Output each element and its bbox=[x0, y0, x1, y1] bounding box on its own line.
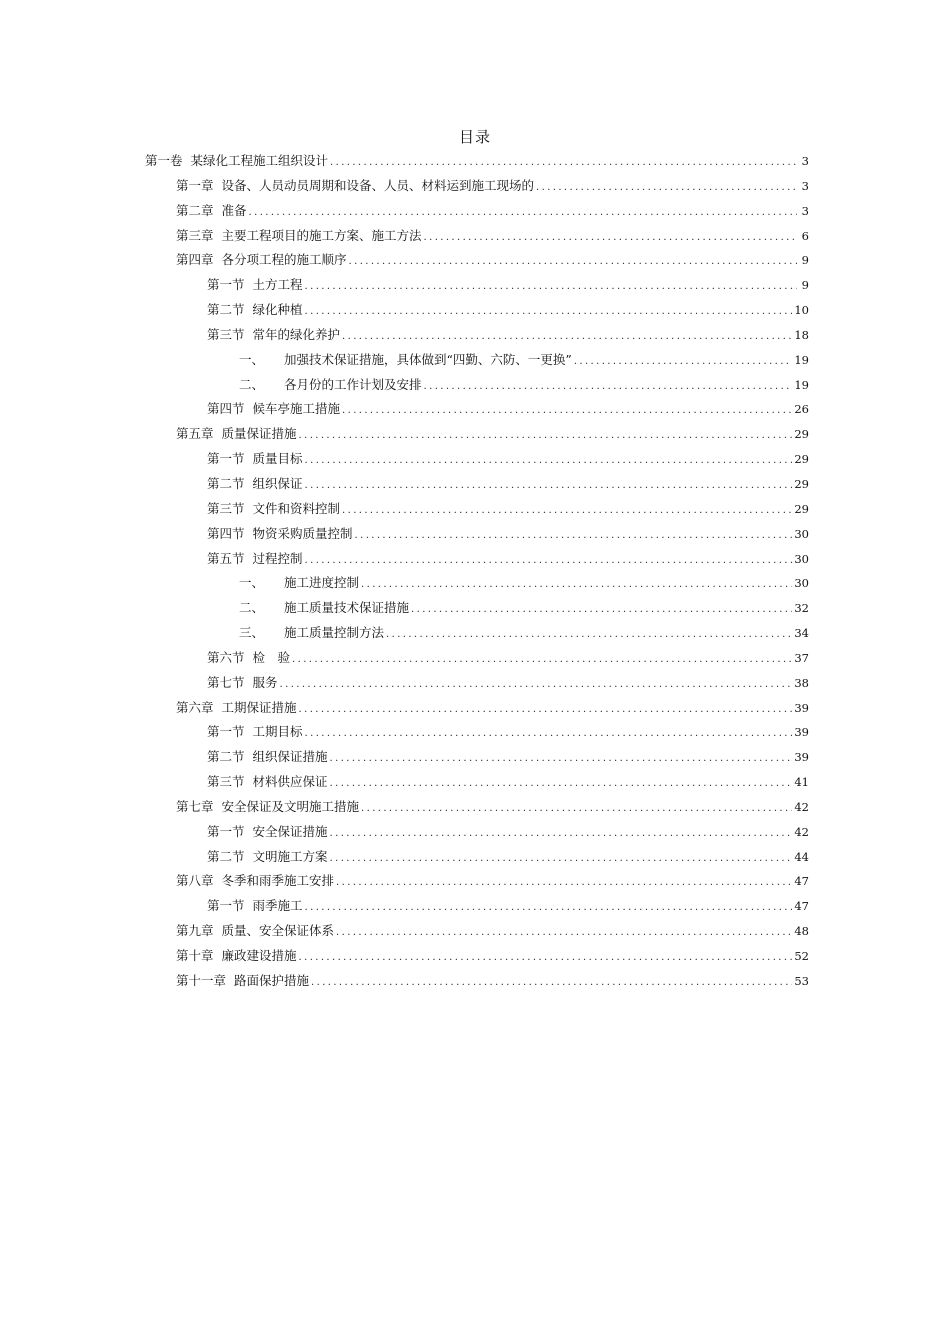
toc-entry-page-number: 29 bbox=[794, 476, 809, 491]
toc-entry-page-number: 32 bbox=[794, 601, 809, 616]
toc-entry[interactable] bbox=[145, 946, 809, 971]
toc-entry[interactable] bbox=[145, 921, 809, 946]
toc-dot-leader bbox=[330, 774, 793, 794]
toc-entry-number: 第二章 bbox=[176, 202, 214, 218]
toc-entry-text: 物资采购质量控制 bbox=[252, 525, 353, 541]
toc-entry-text: 质量保证措施 bbox=[221, 426, 297, 442]
toc-entry[interactable] bbox=[145, 797, 809, 822]
toc-entry-page-number: 29 bbox=[794, 501, 809, 516]
toc-entry-page-number: 52 bbox=[794, 949, 809, 963]
toc-entry[interactable] bbox=[145, 449, 809, 474]
toc-entry[interactable] bbox=[145, 623, 809, 648]
toc-dot-leader bbox=[330, 824, 793, 844]
toc-entry-number: 第八章 bbox=[176, 873, 214, 889]
toc-entry-text: 绿化种植 bbox=[252, 302, 303, 318]
toc-entry[interactable] bbox=[145, 499, 809, 524]
toc-dot-leader bbox=[536, 178, 797, 198]
toc-entry[interactable] bbox=[145, 176, 809, 201]
toc-entry-text: 设备、人员动员周期和设备、人员、材料运到施工现场的 bbox=[221, 177, 535, 193]
toc-entry-page-number: 39 bbox=[794, 750, 809, 765]
toc-entry-number: 第一节 bbox=[207, 451, 245, 467]
toc-entry-text: 安全保证措施 bbox=[252, 823, 328, 839]
toc-entry[interactable] bbox=[145, 201, 809, 226]
toc-entry-page-number: 39 bbox=[794, 700, 809, 715]
toc-entry-page-number: 3 bbox=[801, 154, 809, 168]
toc-dot-leader bbox=[574, 352, 793, 372]
toc-entry[interactable] bbox=[145, 573, 809, 598]
toc-dot-leader bbox=[311, 973, 792, 993]
toc-entry[interactable] bbox=[145, 424, 809, 449]
toc-dot-leader bbox=[330, 749, 793, 769]
toc-entry-number: 第六节 bbox=[207, 649, 245, 665]
toc-entry-text: 施工质量技术保证措施 bbox=[284, 600, 410, 616]
toc-entry-text: 组织保证措施 bbox=[252, 749, 328, 765]
toc-entry-number: 第二节 bbox=[207, 302, 245, 318]
toc-entry-number: 第二节 bbox=[207, 475, 245, 491]
toc-entry-page-number: 30 bbox=[794, 526, 809, 541]
toc-entry-number: 第二节 bbox=[207, 749, 245, 765]
toc-dot-leader bbox=[305, 277, 797, 297]
toc-entry-page-number: 9 bbox=[801, 253, 809, 268]
toc-entry-text: 安全保证及文明施工措施 bbox=[221, 798, 360, 814]
toc-dot-leader bbox=[342, 401, 792, 421]
toc-entry-page-number: 30 bbox=[794, 551, 809, 566]
toc-entry-number: 第十一章 bbox=[176, 972, 227, 988]
toc-entry[interactable] bbox=[145, 971, 809, 996]
toc-entry-number: 第三节 bbox=[207, 326, 245, 342]
toc-dot-leader bbox=[330, 849, 793, 869]
toc-entry[interactable] bbox=[145, 524, 809, 549]
toc-entry-page-number: 29 bbox=[794, 427, 809, 442]
toc-dot-leader bbox=[336, 923, 792, 943]
toc-dot-leader bbox=[424, 377, 793, 397]
toc-entry-number: 一、 bbox=[239, 575, 265, 591]
toc-entry[interactable] bbox=[145, 698, 809, 723]
toc-entry-text: 雨季施工 bbox=[252, 898, 303, 914]
toc-entry-text: 候车亭施工措施 bbox=[252, 401, 341, 417]
toc-dot-leader bbox=[305, 551, 793, 571]
toc-entry-number: 第七节 bbox=[207, 674, 245, 690]
toc-dot-leader bbox=[299, 700, 793, 720]
toc-entry-number: 第一节 bbox=[207, 724, 245, 740]
toc-entry-number: 第一节 bbox=[207, 898, 245, 914]
toc-entry[interactable] bbox=[145, 598, 809, 623]
toc-entry[interactable] bbox=[145, 822, 809, 847]
toc-entry-number: 第四章 bbox=[176, 252, 214, 268]
toc-entry-text: 质量目标 bbox=[252, 451, 303, 467]
toc-entry-number: 第一节 bbox=[207, 823, 245, 839]
toc-list bbox=[145, 151, 809, 996]
toc-entry-text: 服务 bbox=[252, 674, 278, 690]
toc-dot-leader bbox=[361, 799, 792, 819]
toc-entry-number: 第三节 bbox=[207, 774, 245, 790]
toc-entry-page-number: 19 bbox=[794, 352, 809, 367]
toc-entry-page-number: 38 bbox=[794, 675, 809, 690]
toc-entry-page-number: 42 bbox=[794, 824, 809, 839]
toc-entry-text: 组织保证 bbox=[252, 475, 303, 491]
toc-entry-page-number: 30 bbox=[794, 576, 809, 591]
toc-entry-text: 各月份的工作计划及安排 bbox=[284, 376, 422, 392]
toc-entry-text: 质量、安全保证体系 bbox=[221, 923, 335, 939]
toc-dot-leader bbox=[299, 948, 793, 968]
toc-entry-text: 检 验 bbox=[252, 649, 291, 665]
toc-entry-number: 二、 bbox=[239, 376, 265, 392]
toc-entry-text: 施工进度控制 bbox=[284, 575, 360, 591]
toc-entry-number: 第九章 bbox=[176, 923, 214, 939]
toc-entry-page-number: 29 bbox=[794, 452, 809, 467]
toc-entry-page-number: 26 bbox=[794, 402, 809, 417]
toc-entry[interactable] bbox=[145, 250, 809, 275]
toc-dot-leader bbox=[342, 501, 792, 521]
toc-entry-page-number: 9 bbox=[801, 278, 809, 293]
toc-entry-text: 工期保证措施 bbox=[221, 699, 297, 715]
toc-entry-text: 文明施工方案 bbox=[252, 848, 328, 864]
toc-entry[interactable] bbox=[145, 549, 809, 574]
toc-entry-text: 工期目标 bbox=[252, 724, 303, 740]
toc-entry-page-number: 18 bbox=[794, 327, 809, 342]
toc-entry[interactable] bbox=[145, 474, 809, 499]
toc-entry-page-number: 10 bbox=[794, 303, 809, 318]
toc-entry[interactable] bbox=[145, 275, 809, 300]
toc-entry-number: 第七章 bbox=[176, 798, 214, 814]
toc-entry-text: 过程控制 bbox=[252, 550, 303, 566]
toc-entry-page-number: 3 bbox=[801, 203, 809, 218]
toc-entry-page-number: 42 bbox=[794, 799, 809, 814]
toc-dot-leader bbox=[305, 724, 793, 744]
toc-entry-text: 准备 bbox=[221, 202, 247, 218]
toc-dot-leader bbox=[411, 600, 792, 620]
toc-entry-text: 常年的绿化养护 bbox=[252, 326, 341, 342]
toc-entry[interactable] bbox=[145, 300, 809, 325]
toc-entry-number: 第一卷 bbox=[145, 153, 183, 168]
toc-entry[interactable] bbox=[145, 399, 809, 424]
toc-entry[interactable] bbox=[145, 325, 809, 350]
toc-entry-number: 第一节 bbox=[207, 277, 245, 293]
toc-entry-text: 加强技术保证措施，具体做到“四勤、六防、一更换” bbox=[284, 351, 572, 367]
toc-entry-number: 第六章 bbox=[176, 699, 214, 715]
toc-dot-leader bbox=[355, 526, 793, 546]
toc-entry[interactable] bbox=[145, 673, 809, 698]
toc-entry-text: 各分项工程的施工顺序 bbox=[221, 252, 347, 268]
toc-entry-number: 第四节 bbox=[207, 401, 245, 417]
toc-entry-page-number: 6 bbox=[801, 228, 809, 243]
toc-entry-number: 二、 bbox=[239, 600, 265, 616]
toc-entry-text: 施工质量控制方法 bbox=[284, 625, 385, 641]
toc-entry-number: 第二节 bbox=[207, 848, 245, 864]
toc-entry-page-number: 19 bbox=[794, 377, 809, 392]
toc-entry-page-number: 41 bbox=[794, 775, 809, 790]
toc-entry[interactable] bbox=[145, 350, 809, 375]
toc-entry-number: 一、 bbox=[239, 351, 265, 367]
toc-entry-text: 土方工程 bbox=[252, 277, 303, 293]
toc-dot-leader bbox=[305, 476, 793, 496]
toc-entry-text: 材料供应保证 bbox=[252, 774, 328, 790]
toc-entry[interactable] bbox=[145, 772, 809, 797]
toc-entry-page-number: 3 bbox=[801, 178, 809, 193]
toc-entry-page-number: 48 bbox=[794, 924, 809, 939]
toc-entry-text: 路面保护措施 bbox=[234, 972, 310, 988]
toc-entry-text: 廉政建设措施 bbox=[221, 948, 297, 963]
toc-entry[interactable] bbox=[145, 871, 809, 896]
toc-dot-leader bbox=[336, 873, 792, 893]
toc-entry[interactable] bbox=[145, 375, 809, 400]
toc-dot-leader bbox=[305, 898, 793, 918]
toc-entry-text: 某绿化工程施工组织设计 bbox=[190, 153, 329, 168]
toc-entry-text: 主要工程项目的施工方案、施工方法 bbox=[221, 227, 422, 243]
toc-entry-page-number: 37 bbox=[794, 650, 809, 665]
toc-entry-number: 第五节 bbox=[207, 550, 245, 566]
toc-entry-page-number: 53 bbox=[794, 973, 809, 988]
toc-entry-text: 文件和资料控制 bbox=[252, 500, 341, 516]
toc-entry-page-number: 39 bbox=[794, 725, 809, 740]
toc-entry[interactable] bbox=[145, 722, 809, 747]
toc-dot-leader bbox=[349, 252, 797, 272]
toc-dot-leader bbox=[305, 451, 793, 471]
toc-dot-leader bbox=[330, 153, 797, 173]
toc-entry[interactable] bbox=[145, 747, 809, 772]
toc-title: 目录 bbox=[458, 128, 491, 146]
toc-dot-leader bbox=[249, 203, 797, 223]
toc-entry[interactable] bbox=[145, 896, 809, 921]
toc-entry-page-number: 44 bbox=[794, 849, 809, 864]
toc-dot-leader bbox=[280, 675, 793, 695]
toc-entry-number: 第十章 bbox=[176, 948, 214, 963]
toc-entry-number: 第三节 bbox=[207, 500, 245, 516]
toc-dot-leader bbox=[292, 650, 792, 670]
toc-entry-number: 三、 bbox=[239, 625, 265, 641]
toc-entry[interactable] bbox=[145, 847, 809, 872]
toc-entry-number: 第四节 bbox=[207, 525, 245, 541]
toc-dot-leader bbox=[342, 327, 792, 347]
toc-entry[interactable] bbox=[145, 648, 809, 673]
toc-entry[interactable] bbox=[145, 226, 809, 251]
toc-entry-page-number: 34 bbox=[794, 626, 809, 641]
toc-entry-number: 第五章 bbox=[176, 426, 214, 442]
toc-dot-leader bbox=[305, 302, 793, 322]
toc-entry[interactable] bbox=[145, 151, 809, 176]
toc-entry-page-number: 47 bbox=[794, 899, 809, 914]
toc-dot-leader bbox=[424, 228, 797, 248]
toc-dot-leader bbox=[299, 426, 793, 446]
toc-entry-number: 第三章 bbox=[176, 227, 214, 243]
toc-entry-page-number: 47 bbox=[794, 874, 809, 889]
toc-entry-text: 冬季和雨季施工安排 bbox=[221, 873, 335, 889]
toc-dot-leader bbox=[361, 575, 792, 595]
toc-entry-number: 第一章 bbox=[176, 177, 214, 193]
toc-dot-leader bbox=[386, 625, 792, 645]
